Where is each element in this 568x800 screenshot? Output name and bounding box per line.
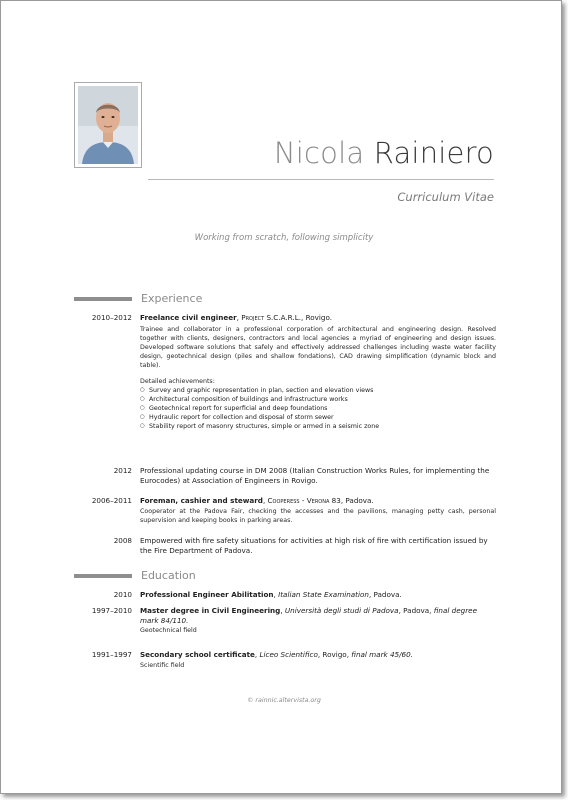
entry-institution: Italian State Examination bbox=[278, 590, 369, 599]
entry-company: Cooperess - Verona 83 bbox=[267, 496, 341, 505]
portrait-image bbox=[78, 86, 138, 164]
section-title-education: Education bbox=[141, 569, 196, 582]
list-item: ○ Stability report of masonry structures, simple or armed in a seismic zone bbox=[140, 422, 496, 431]
entry-description: Trainee and collaborator in a professional corporation of architectural and engineering design. Resolved together with clients, designers, contractors and local agencies a myriad of engineering and design issues. Developed software solutions that safely and effectively addressed challenges including waste water facility design, geotechnical design (piles and shallow fondations), CAD drawing simplification (dynamic block and table). bbox=[140, 325, 496, 370]
entry-title: Foreman, cashier and steward bbox=[140, 496, 263, 505]
list-item: ○ Architectural composition of buildings and infrastructure works bbox=[140, 395, 496, 404]
profile-photo bbox=[74, 82, 142, 168]
education-entry bbox=[140, 590, 496, 600]
entry-title: Secondary school certificate bbox=[140, 650, 255, 659]
section-bar bbox=[74, 574, 132, 578]
entry-year: 1991–1997 bbox=[91, 650, 132, 659]
cv-subtitle: Curriculum Vitae bbox=[397, 190, 494, 204]
entry-year: 1997–2010 bbox=[91, 606, 132, 615]
entry-text: Professional updating course in DM 2008 (Italian Construction Works Rules, for implementing the Eurocodes) at Association of Engineers in Rovigo. bbox=[140, 466, 490, 485]
entry-year: 2010 bbox=[113, 590, 132, 599]
entry-year: 2010–2012 bbox=[91, 313, 132, 322]
entry-company: Project S.C.A.R.L. bbox=[241, 313, 301, 322]
list-item: ○ Hydraulic report for collection and disposal of storm sewer bbox=[140, 413, 496, 422]
entry-title: Master degree in Civil Engineering bbox=[140, 606, 281, 615]
name-divider bbox=[148, 179, 494, 180]
achievements-list bbox=[140, 386, 496, 431]
list-item: ○ Geotechnical report for superficial and deep foundations bbox=[140, 404, 496, 413]
experience-entry bbox=[140, 466, 496, 485]
entry-year: 2008 bbox=[113, 536, 132, 545]
entry-heading: Secondary school certificate, Liceo Scientifico, Rovigo, final mark 45/60. bbox=[140, 650, 413, 659]
entry-heading: Master degree in Civil Engineering, Università degli studi di Padova, Padova, final degree mark 84/110. bbox=[140, 606, 477, 625]
entry-title: Professional Engineer Abilitation bbox=[140, 590, 274, 599]
entry-place: , Rovigo, bbox=[317, 650, 349, 659]
achievements-label: Detailed achievements: bbox=[140, 377, 215, 385]
section-bar bbox=[74, 297, 132, 301]
entry-place: , Rovigo. bbox=[301, 313, 333, 322]
experience-entry bbox=[140, 536, 496, 555]
person-name bbox=[274, 136, 494, 170]
entry-year: 2006–2011 bbox=[91, 496, 132, 505]
entry-heading: Professional Engineer Abilitation, Italian State Examination, Padova. bbox=[140, 590, 402, 599]
entry-description: Cooperator at the Padova Fair, checking the accesses and the pavilions, managing petty cash, personal supervision and keeping books in parking areas. bbox=[140, 507, 496, 524]
entry-place: , Padova, bbox=[398, 606, 432, 615]
cv-quote: Working from scratch, following simplicity bbox=[194, 233, 374, 243]
entry-place: , Padova. bbox=[368, 590, 402, 599]
education-entry bbox=[140, 606, 496, 635]
entry-place: , Padova. bbox=[340, 496, 374, 505]
entry-text: Empowered with fire safety situations for activities at high risk of fire with certification issued by the Fire Department of Padova. bbox=[140, 536, 488, 555]
entry-institution: Liceo Scientifico bbox=[259, 650, 318, 659]
list-item: ○ Survey and graphic representation in plan, section and elevation views bbox=[140, 386, 496, 395]
entry-institution: Università degli studi di Padova bbox=[284, 606, 399, 615]
entry-year: 2012 bbox=[113, 466, 132, 475]
experience-entry bbox=[140, 313, 496, 431]
entry-title: Freelance civil engineer bbox=[140, 313, 237, 322]
entry-mark: final degree mark 84/110. bbox=[140, 606, 477, 625]
entry-heading: Freelance civil engineer, Project S.C.A.R.L., Rovigo. bbox=[140, 313, 333, 322]
first-name: Nicola bbox=[273, 136, 365, 170]
entry-heading: Foreman, cashier and steward, Cooperess - Verona 83, Padova. bbox=[140, 496, 374, 505]
footer-credit: © rainnic.altervista.org bbox=[247, 697, 321, 704]
entry-field: Geotechnical field bbox=[140, 627, 197, 635]
entry-field: Scientific field bbox=[140, 661, 185, 669]
experience-entry bbox=[140, 496, 496, 525]
education-entry bbox=[140, 650, 496, 670]
entry-mark: final mark 45/60. bbox=[351, 650, 413, 659]
last-name: Rainiero bbox=[373, 136, 494, 170]
section-title-experience: Experience bbox=[141, 292, 203, 305]
